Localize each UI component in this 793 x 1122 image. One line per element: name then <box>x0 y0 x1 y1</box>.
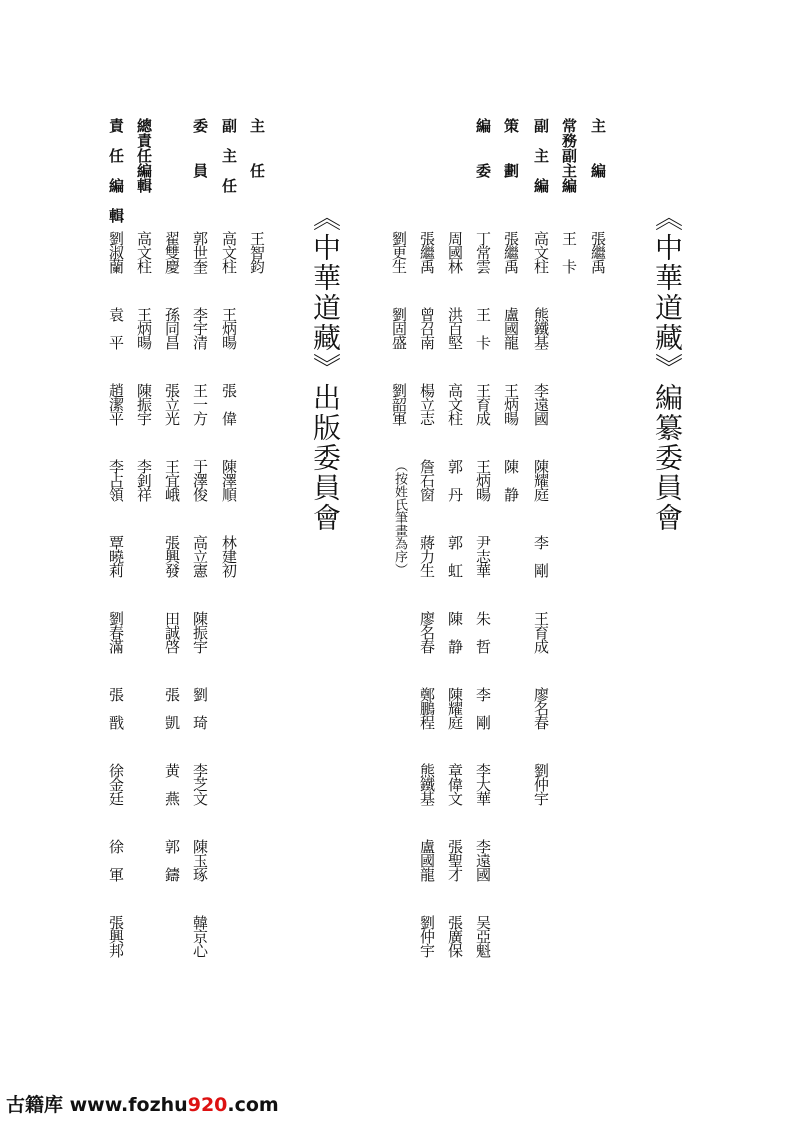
member-name: 高文柱 <box>446 383 464 425</box>
member-name: 張 凱 <box>163 687 181 729</box>
member-name: 廖名春 <box>532 687 550 729</box>
member-name: 王育成 <box>474 383 492 425</box>
member-name: 張立光 <box>163 383 181 425</box>
member-name: 林建初 <box>220 535 238 577</box>
section2-name-column <box>108 231 123 991</box>
member-name: 高文柱 <box>532 231 550 273</box>
member-name: 陳振宇 <box>135 383 153 425</box>
member-name: 韓京心 <box>191 915 209 957</box>
section1-role-label: 主 編 <box>589 118 607 178</box>
member-name: 李遠國 <box>532 383 550 425</box>
member-name: 郭 虹 <box>446 535 464 577</box>
member-name: 陳玉琢 <box>191 839 209 881</box>
member-name: 李芝文 <box>191 763 209 805</box>
member-name: 張廣保 <box>446 915 464 957</box>
section1-role-label: 編 委 <box>474 118 492 178</box>
section2-name-column <box>249 231 264 307</box>
site-watermark[interactable] <box>6 1090 279 1117</box>
member-name: 高立憲 <box>191 535 209 577</box>
member-name: 劉春滿 <box>107 611 125 653</box>
section2-name-column <box>221 231 236 611</box>
member-name: 張聖才 <box>446 839 464 881</box>
member-name: 劉淑蘭 <box>107 231 125 273</box>
member-name: 李 剛 <box>474 687 492 729</box>
member-name: 高文柱 <box>220 231 238 273</box>
section1-role-label: 常務副主編 <box>560 118 578 193</box>
member-name: 王智鈞 <box>248 231 266 273</box>
member-name: 劉韶軍 <box>390 383 408 425</box>
member-name: 劉更生 <box>390 231 408 273</box>
member-name: 陳澤順 <box>220 459 238 501</box>
member-name: 李遠國 <box>474 839 492 881</box>
watermark-suffix: .com <box>227 1094 279 1116</box>
member-name: 覃曉莉 <box>107 535 125 577</box>
member-name: 廖名春 <box>418 611 436 653</box>
member-name: 張興發 <box>163 535 181 577</box>
section2-role-label: 副 主 任 <box>220 118 238 193</box>
section1-name-column <box>590 231 605 307</box>
member-name: 李占領 <box>107 459 125 501</box>
member-name: 鄭鵬程 <box>418 687 436 729</box>
member-name: 曾召南 <box>418 307 436 349</box>
member-name: 王炳暘 <box>502 383 520 425</box>
member-name: 于澤俊 <box>191 459 209 501</box>
watermark-prefix: 古籍库 www.fozhu <box>6 1094 188 1116</box>
member-name: 陳振宇 <box>191 611 209 653</box>
member-name: 黄 燕 <box>163 763 181 805</box>
member-name: 李釗祥 <box>135 459 153 501</box>
section2-name-column <box>192 231 207 991</box>
section1-name-column <box>419 231 434 991</box>
member-name: 李 剛 <box>532 535 550 577</box>
member-name: 王宜峨 <box>163 459 181 501</box>
member-name: 徐 軍 <box>107 839 125 881</box>
section2-name-column <box>164 231 179 915</box>
section2-role-label: 委 員 <box>191 118 209 178</box>
member-name: 陳耀庭 <box>446 687 464 729</box>
member-name: 田誠啓 <box>163 611 181 653</box>
section2-title: 《中華道藏》出版委員會 <box>309 203 342 533</box>
member-name: 張繼禹 <box>502 231 520 273</box>
member-name: 高文柱 <box>135 231 153 273</box>
member-name: 洪百堅 <box>446 307 464 349</box>
member-name: 李大華 <box>474 763 492 805</box>
section1-name-column <box>533 231 548 839</box>
member-name: 盧國龍 <box>418 839 436 881</box>
member-name: 張繼禹 <box>418 231 436 273</box>
member-name: 郭 鑄 <box>163 839 181 881</box>
member-name: 張繼禹 <box>589 231 607 273</box>
member-name: 陳耀庭 <box>532 459 550 501</box>
member-name: 劉固盛 <box>390 307 408 349</box>
member-name: 劉仲宇 <box>418 915 436 957</box>
member-name: 孫同昌 <box>163 307 181 349</box>
member-name: 徐金廷 <box>107 763 125 805</box>
member-name: 尹志華 <box>474 535 492 577</box>
member-name: 章偉文 <box>446 763 464 805</box>
member-name: 蔣力生 <box>418 535 436 577</box>
section1-name-column <box>503 231 518 535</box>
ordering-note: （按姓氏筆畫為序） <box>392 459 407 576</box>
member-name: 劉 琦 <box>191 687 209 729</box>
member-name: 熊鐵基 <box>532 307 550 349</box>
section2-role-label: 責 任 編 輯 <box>107 118 125 223</box>
member-name: 陳 静 <box>446 611 464 653</box>
member-name: 張 偉 <box>220 383 238 425</box>
member-name: 楊立志 <box>418 383 436 425</box>
member-name: 劉仲宇 <box>532 763 550 805</box>
member-name: 郭 丹 <box>446 459 464 501</box>
section1-name-column <box>391 231 406 576</box>
member-name: 王 卡 <box>474 307 492 349</box>
member-name: 王炳暘 <box>135 307 153 349</box>
member-name: 趙潔平 <box>107 383 125 425</box>
member-name: 詹石窗 <box>418 459 436 501</box>
member-name: 王炳暘 <box>474 459 492 501</box>
member-name: 朱 哲 <box>474 611 492 653</box>
member-name: 吴亞魁 <box>474 915 492 957</box>
member-name: 王育成 <box>532 611 550 653</box>
section2-name-column <box>136 231 151 535</box>
section1-name-column <box>475 231 490 991</box>
section2-role-label: 主 任 <box>248 118 266 178</box>
section1-name-column <box>447 231 462 991</box>
member-name: 熊鐵基 <box>418 763 436 805</box>
member-name: 張興邦 <box>107 915 125 957</box>
section1-role-label: 副 主 編 <box>532 118 550 193</box>
section1-name-column <box>561 231 576 307</box>
member-name: 王炳暘 <box>220 307 238 349</box>
member-name: 陳 静 <box>502 459 520 501</box>
member-name: 李宇清 <box>191 307 209 349</box>
watermark-number: 920 <box>187 1094 228 1116</box>
member-name: 盧國龍 <box>502 307 520 349</box>
section1-role-label: 策 劃 <box>502 118 520 178</box>
member-name: 周國林 <box>446 231 464 273</box>
member-name: 張 戬 <box>107 687 125 729</box>
member-name: 王一方 <box>191 383 209 425</box>
section2-role-label: 總責任編輯 <box>135 118 153 193</box>
member-name: 郭世奎 <box>191 231 209 273</box>
member-name: 丁常雲 <box>474 231 492 273</box>
member-name: 袁 平 <box>107 307 125 349</box>
member-name: 王 卡 <box>560 231 578 273</box>
section1-title: 《中華道藏》編纂委員會 <box>651 203 684 533</box>
member-name: 翟雙慶 <box>163 231 181 273</box>
